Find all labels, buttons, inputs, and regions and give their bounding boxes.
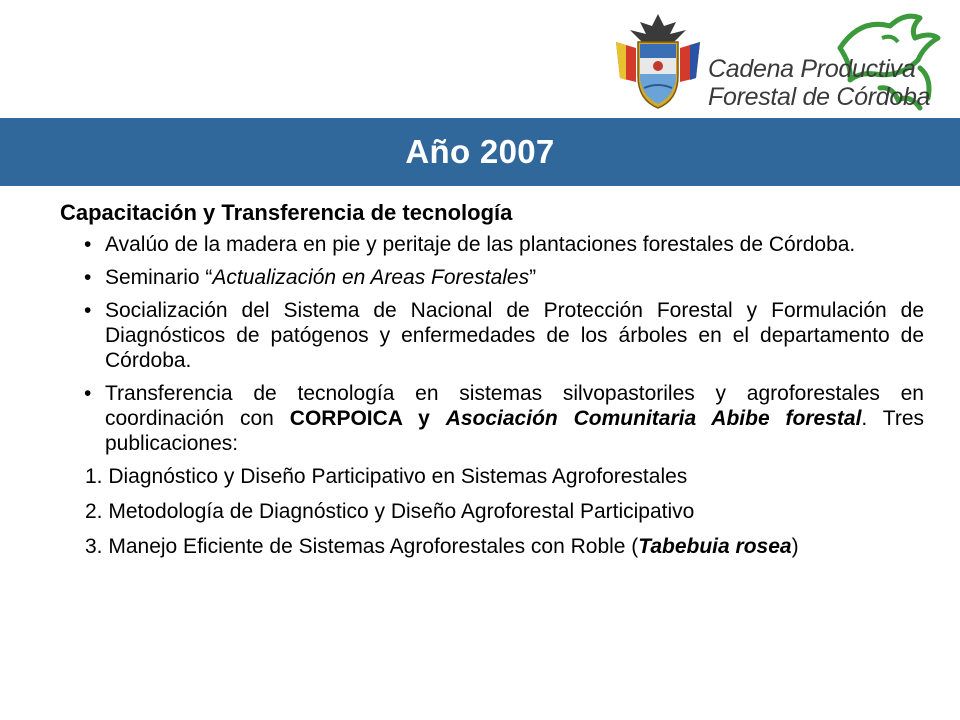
publication-text: 3. Manejo Eficiente de Sistemas Agroforestales con Roble ( (85, 535, 639, 558)
publications-list (60, 464, 924, 559)
list-item (60, 298, 924, 373)
species-name: Tabebuia rosea (638, 535, 792, 558)
bullet-icon: • (84, 299, 92, 322)
bullet-text-end: . Tres publicaciones: (105, 407, 924, 455)
publication-item (60, 464, 924, 489)
bullet-list (60, 232, 924, 456)
colombia-coat-of-arms-icon (610, 12, 706, 112)
publication-text: 1. Diagnóstico y Diseño Participativo en Sistemas Agroforestales (85, 465, 688, 488)
publication-text: 2. Metodología de Diagnóstico y Diseño Agroforestal Participativo (85, 500, 695, 523)
list-item (60, 381, 924, 456)
page-title: Año 2007 (405, 133, 555, 170)
bullet-text: Avalúo de la madera en pie y peritaje de las plantaciones forestales de Córdoba. (105, 233, 856, 256)
publication-text-end: ) (791, 535, 799, 558)
publication-item (60, 534, 924, 559)
bullet-text: Transferencia de tecnología en sistemas silvopastoriles y agroforestales en coordinación con (105, 382, 924, 430)
section-heading: Capacitación y Transferencia de tecnología (60, 200, 513, 225)
logo-area (0, 0, 960, 118)
brand-line-2: Forestal de Córdoba (708, 83, 931, 111)
list-item (60, 232, 924, 257)
publication-item (60, 499, 924, 524)
brand-line-1: Cadena Productiva (708, 55, 916, 83)
bullet-icon: • (84, 233, 92, 256)
partner-abibe: Asociación Comunitaria Abibe forestal (445, 407, 862, 430)
slide-content (60, 198, 924, 569)
bullet-icon: • (84, 266, 92, 289)
seminar-title: Actualización en Areas Forestales (212, 266, 530, 289)
bullet-text: Socialización del Sistema de Nacional de Protección Forestal y Formulación de Diagnósticos de patógenos y enfermedades de los árboles en el departamento de Córdoba. (105, 299, 924, 372)
brand-wordmark (708, 55, 930, 111)
list-item (60, 265, 924, 290)
title-bar (0, 118, 960, 186)
bullet-text-suffix: ” (529, 266, 537, 289)
bullet-text-prefix: Seminario “ (105, 266, 213, 289)
bullet-icon: • (84, 382, 92, 405)
partner-corpoica: CORPOICA y (289, 407, 446, 430)
